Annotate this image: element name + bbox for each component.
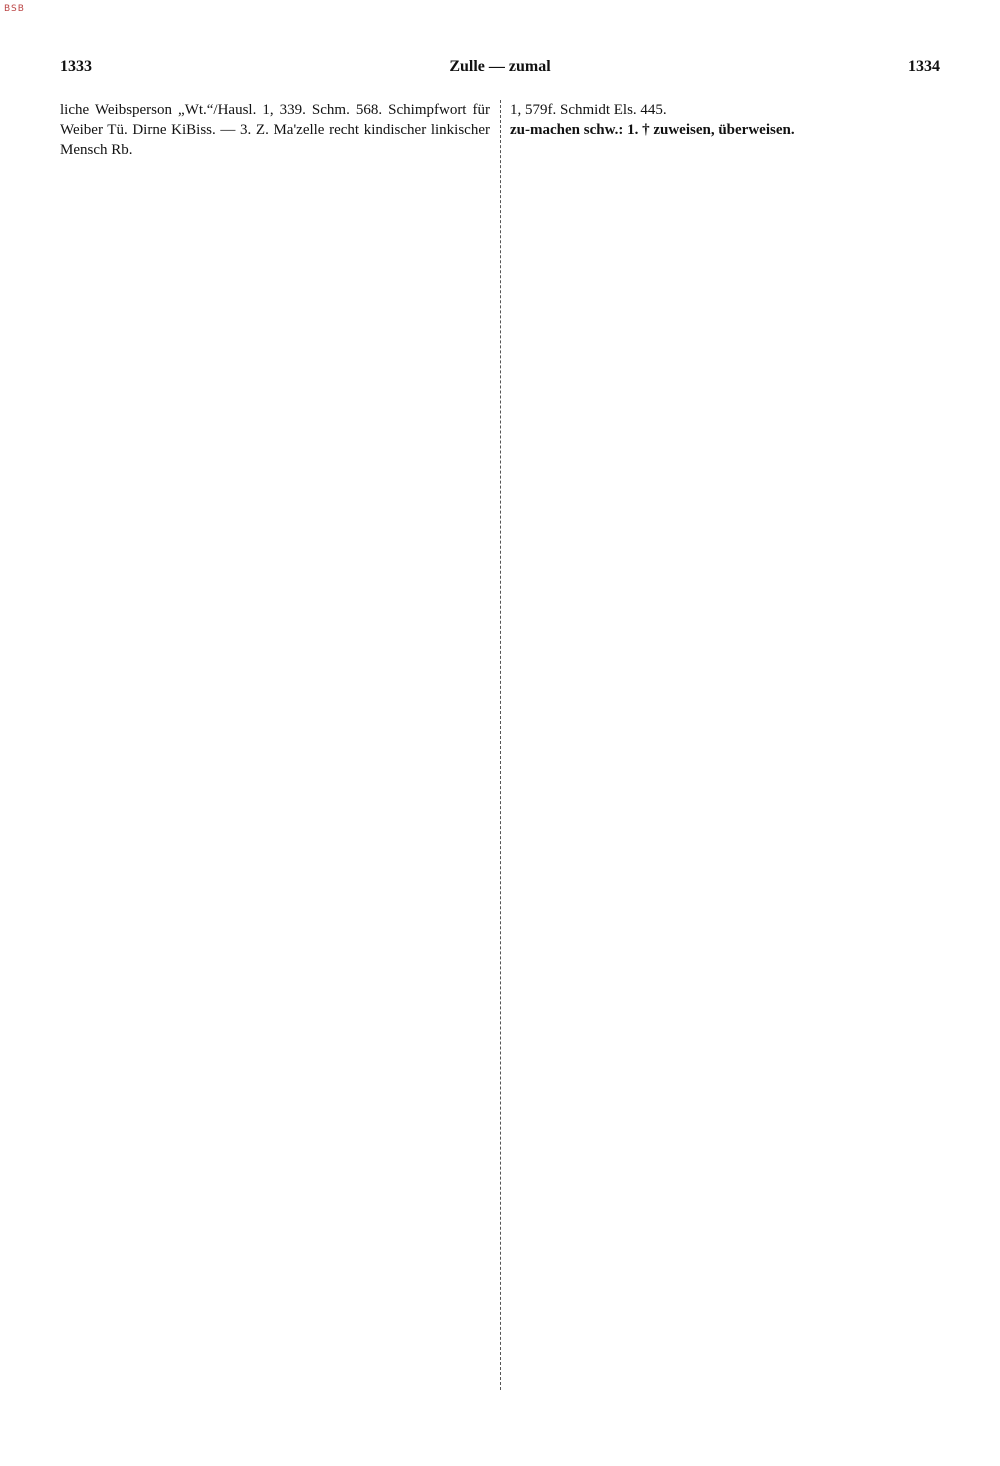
left-column bbox=[60, 100, 490, 1390]
right-lemma: zu-machen schw.: 1. † zuweisen, überweisen. bbox=[510, 122, 795, 139]
page-number-left: 1333 bbox=[60, 58, 92, 75]
right-column bbox=[510, 100, 940, 1390]
left-opening: liche Weibsperson „Wt.“/Hausl. 1, 339. Schm. 568. Schimpfwort für Weiber Tü. Dirne KiBiss. — 3. Z. Ma'zelle recht kindischer linkischer Mensch Rb. bbox=[60, 102, 490, 159]
column-divider bbox=[500, 100, 501, 1390]
running-head: Zulle — zumal bbox=[449, 58, 551, 75]
library-mark: BSB bbox=[4, 4, 25, 14]
right-opening: 1, 579f. Schmidt Els. 445. bbox=[510, 102, 667, 118]
page-number-right: 1334 bbox=[908, 58, 940, 75]
page-header bbox=[60, 58, 940, 84]
